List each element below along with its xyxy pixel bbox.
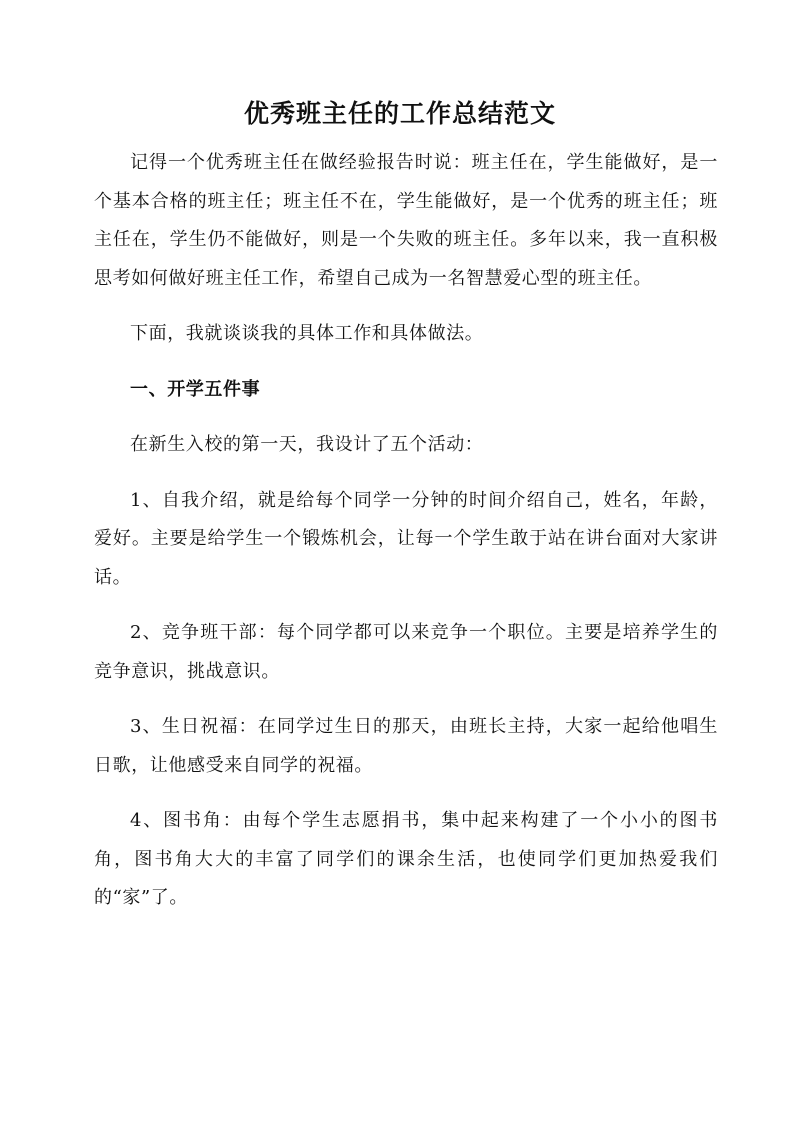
paragraph-gap [94,465,718,482]
paragraph-gap [94,691,718,708]
document-body [94,144,718,918]
paragraph-gap [94,785,718,802]
paragraph-transition: 下面，我就谈谈我的具体工作和具体做法。 [130,323,484,344]
list-item: 1、自我介绍，就是给每个同学一分钟的时间介绍自己，姓名，年龄，爱好。主要是给学生一个锻炼机会，让每一个学生敢于站在讲台面对大家讲话。 [94,489,718,588]
list-item: 2、竞争班干部：每个同学都可以来竞争一个职位。主要是培养学生的竞争意识，挑战意识。 [94,622,718,682]
document-title: 优秀班主任的工作总结范文 [243,99,556,128]
paragraph-intro: 记得一个优秀班主任在做经验报告时说：班主任在，学生能做好，是一个基本合格的班主任；班主任不在，学生能做好，是一个优秀的班主任；班主任在，学生仍不能做好，则是一个失败的班主任。多年以来，我一直积极思考如何做好班主任工作，希望自己成为一名智慧爱心型的班主任。 [94,152,718,289]
paragraph-gap [94,597,718,614]
paragraph-gap [94,298,718,315]
paragraph-gap [94,354,718,371]
list-item: 3、生日祝福：在同学过生日的那天，由班长主持，大家一起给他唱生日歌，让他感受来自同学的祝福。 [94,716,718,776]
section-heading: 一、开学五件事 [130,378,261,400]
list-item: 4、图书角：由每个学生志愿捐书，集中起来构建了一个小小的图书角，图书角大大的丰富了同学们的课余生活，也使同学们更加热爱我们的“家”了。 [94,810,718,908]
section-intro: 在新生入校的第一天，我设计了五个活动： [130,434,484,455]
paragraph-gap [94,409,718,426]
